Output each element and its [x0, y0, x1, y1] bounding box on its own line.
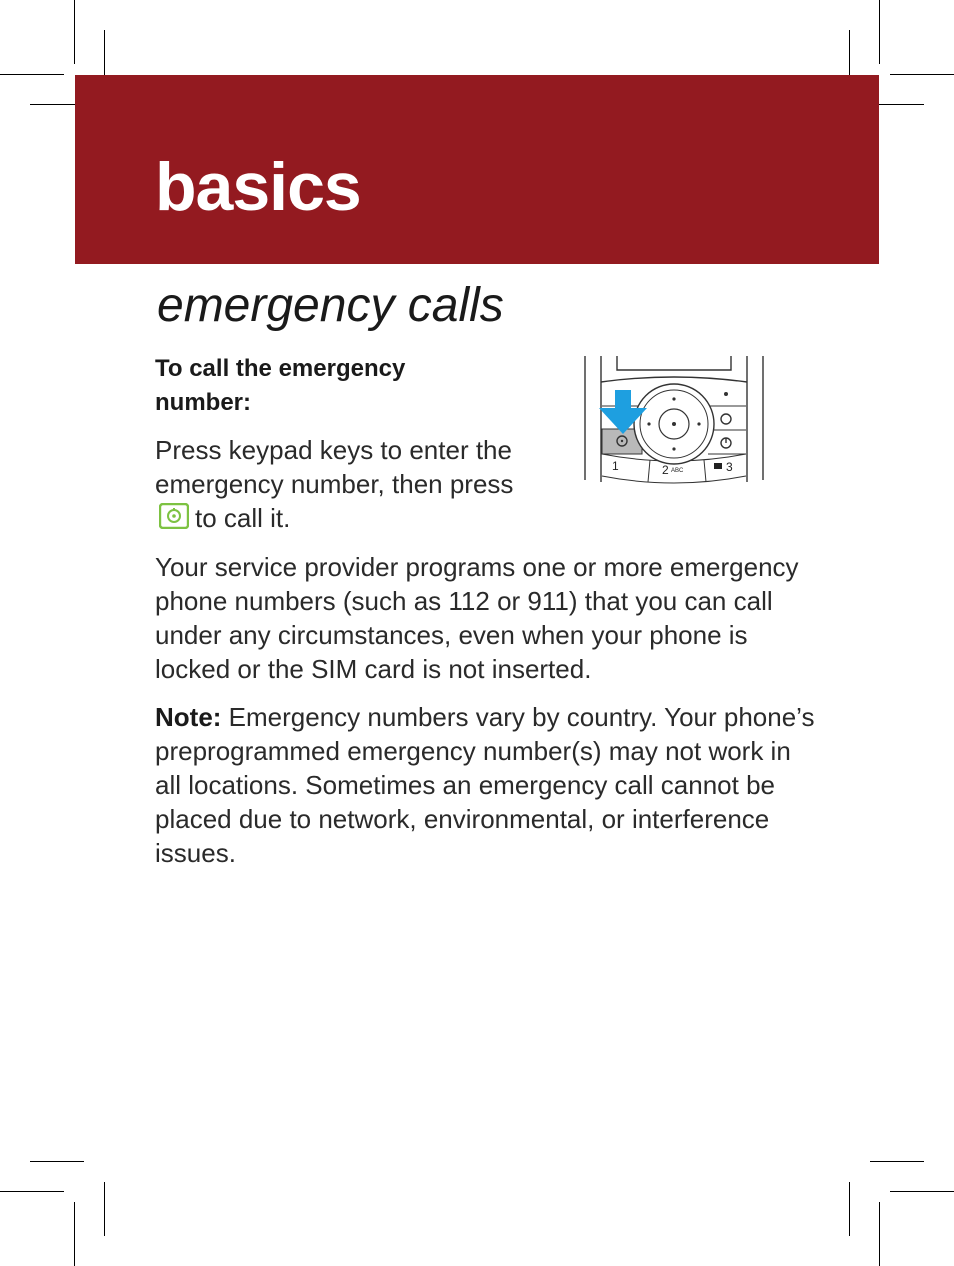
crop-mark [30, 1161, 84, 1162]
instructions-heading: To call the emergency number: [155, 355, 406, 416]
crop-mark [879, 1202, 880, 1266]
phone-keypad-illustration [580, 350, 770, 486]
key-2-label: 2 [662, 463, 669, 477]
instructions-text: Press keypad keys to enter the emergency number, then press [155, 435, 514, 499]
send-key-icon [159, 503, 189, 529]
service-paragraph: Your service provider programs one or more emergency phone numbers (such as 112 or 911) that you can call under any circumstances, even when your phone is locked or the SIM card is not inserted. [155, 552, 799, 684]
instructions-text-end: to call it. [195, 503, 291, 533]
crop-mark [0, 74, 64, 75]
page-title: basics [155, 149, 361, 225]
header-band [75, 75, 879, 264]
section-title: emergency calls [157, 279, 504, 332]
crop-mark [74, 1202, 75, 1266]
crop-mark [104, 1182, 105, 1236]
instructions-body [155, 433, 535, 535]
note-text: Emergency numbers vary by country. Your phone’s preprogrammed emergency number(s) may not work in all locations. Sometimes an emergency call cannot be placed due to network, environmental, or interference issues. [155, 702, 815, 868]
key-2-letters: ABC [671, 468, 684, 474]
crop-mark [879, 0, 880, 64]
key-3-label: 3 [726, 460, 733, 474]
note-paragraph [155, 700, 815, 870]
crop-mark [890, 1191, 954, 1192]
crop-mark [849, 1182, 850, 1236]
crop-mark [74, 0, 75, 64]
crop-mark [890, 74, 954, 75]
note-label: Note: [155, 702, 222, 732]
crop-mark [870, 1161, 924, 1162]
key-1-label: 1 [612, 459, 619, 473]
crop-mark [0, 1191, 64, 1192]
